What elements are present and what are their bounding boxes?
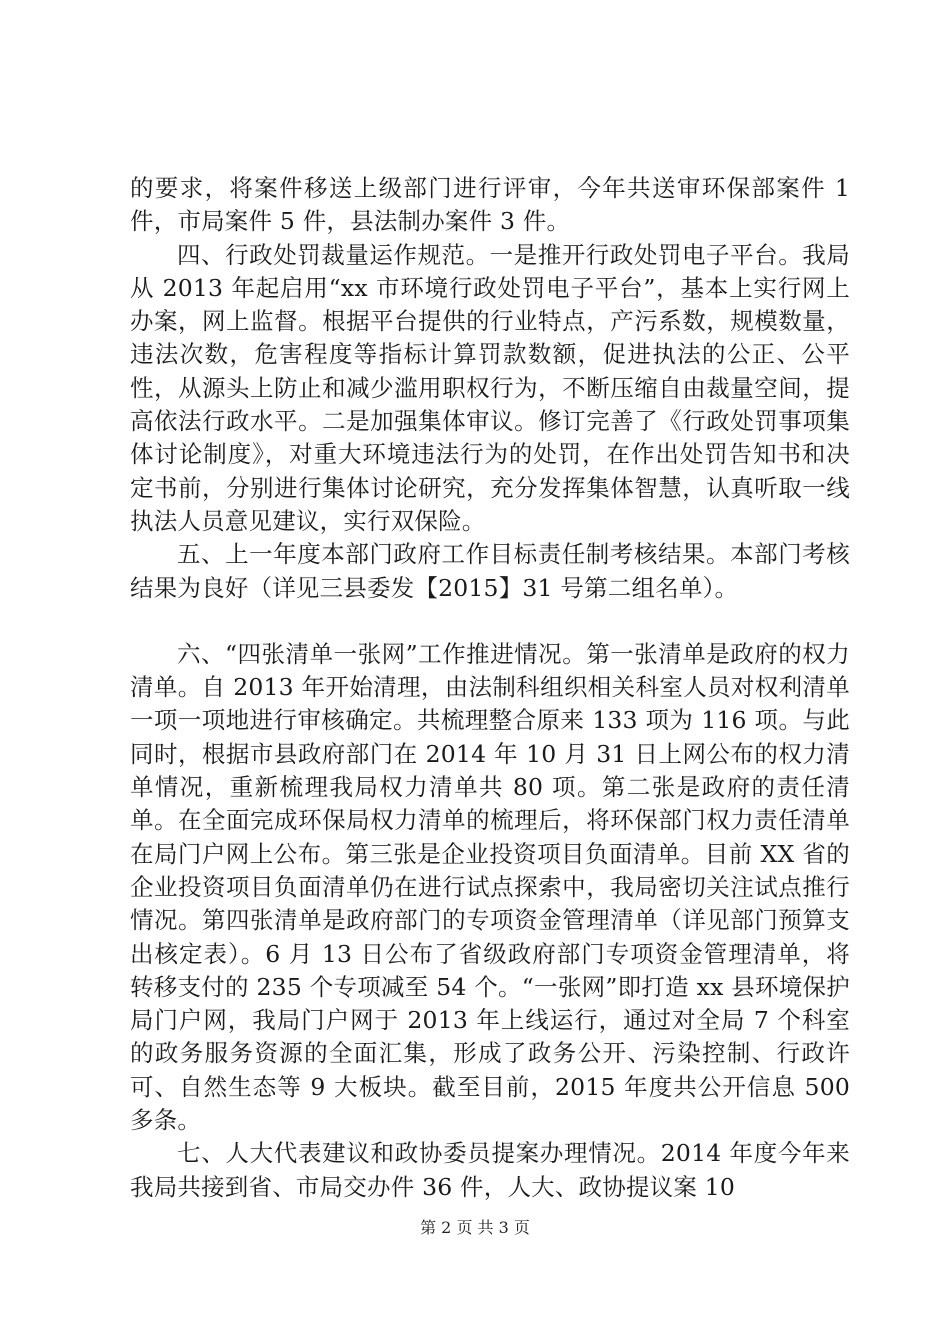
document-body — [130, 172, 850, 1204]
paragraph-section-4: 四、行政处罚裁量运作规范。一是推开行政处罚电子平台。我局从 2013 年起启用“xx 市环境行政处罚电子平台”，基本上实行网上办案，网上监督。根据平台提供的行业特点，产污系数，规模数量，违法次数，危害程度等指标计算罚款数额，促进执法的公正、公平性，从源头上防止和减少滥用职权行为，不断压缩自由裁量空间，提高依法行政水平。二是加强集体审议。修订完善了《行政处罚事项集体讨论制度》，对重大环境违法行为的处罚，在作出处罚告知书和决定书前，分别进行集体讨论研究，充分发挥集体智慧，认真听取一线执法人员意见建议，实行双保险。 — [130, 240, 850, 535]
paragraph-continuation: 的要求，将案件移送上级部门进行评审，今年共送审环保部案件 1 件，市局案件 5 件，县法制办案件 3 件。 — [130, 174, 850, 236]
paragraph-section-6: 六、“四张清单一张网”工作推进情况。第一张清单是政府的权力清单。自 2013 年开始清理，由法制科组织相关科室人员对权利清单一项一项地进行审核确定。共梳理整合原来 133 项为 116 项。与此同时，根据市县政府部门在 2014 年 10 月 31 日上网公布的权力清单情况，重新梳理我局权力清单共 80 项。第二张是政府的责任清单。在全面完成环保局权力清单的梳理后，将环保部门权力责任清单在局门户网上公布。第三张是企业投资项目负面清单。目前 XX 省的企业投资项目负面清单仍在进行试点探索中，我局密切关注试点推行情况。第四张清单是政府部门的专项资金管理清单（详见部门预算支出核定表）。6 月 13 日公布了省级政府部门专项资金管理清单，将转移支付的 235 个专项减至 54 个。“一张网”即打造 xx 县环境保护局门户网，我局门户网于 2013 年上线运行，通过对全局 7 个科室的政务服务资源的全面汇集，形成了政务公开、污染控制、行政许可、自然生态等 9 大板块。截至目前，2015 年度共公开信息 500 多条。 — [130, 639, 850, 1135]
paragraph-section-7: 七、人大代表建议和政协委员提案办理情况。2014 年度今年来我局共接到省、市局交办件 36 件，人大、政协提议案 10 — [130, 1139, 850, 1201]
paragraph-spacer — [130, 605, 850, 638]
paragraph-section-5: 五、上一年度本部门政府工作目标责任制考核结果。本部门考核结果为良好（详见三县委发【2015】31 号第二组名单）。 — [130, 540, 850, 602]
page-footer: 第 2 页 共 3 页 — [420, 1218, 530, 1237]
